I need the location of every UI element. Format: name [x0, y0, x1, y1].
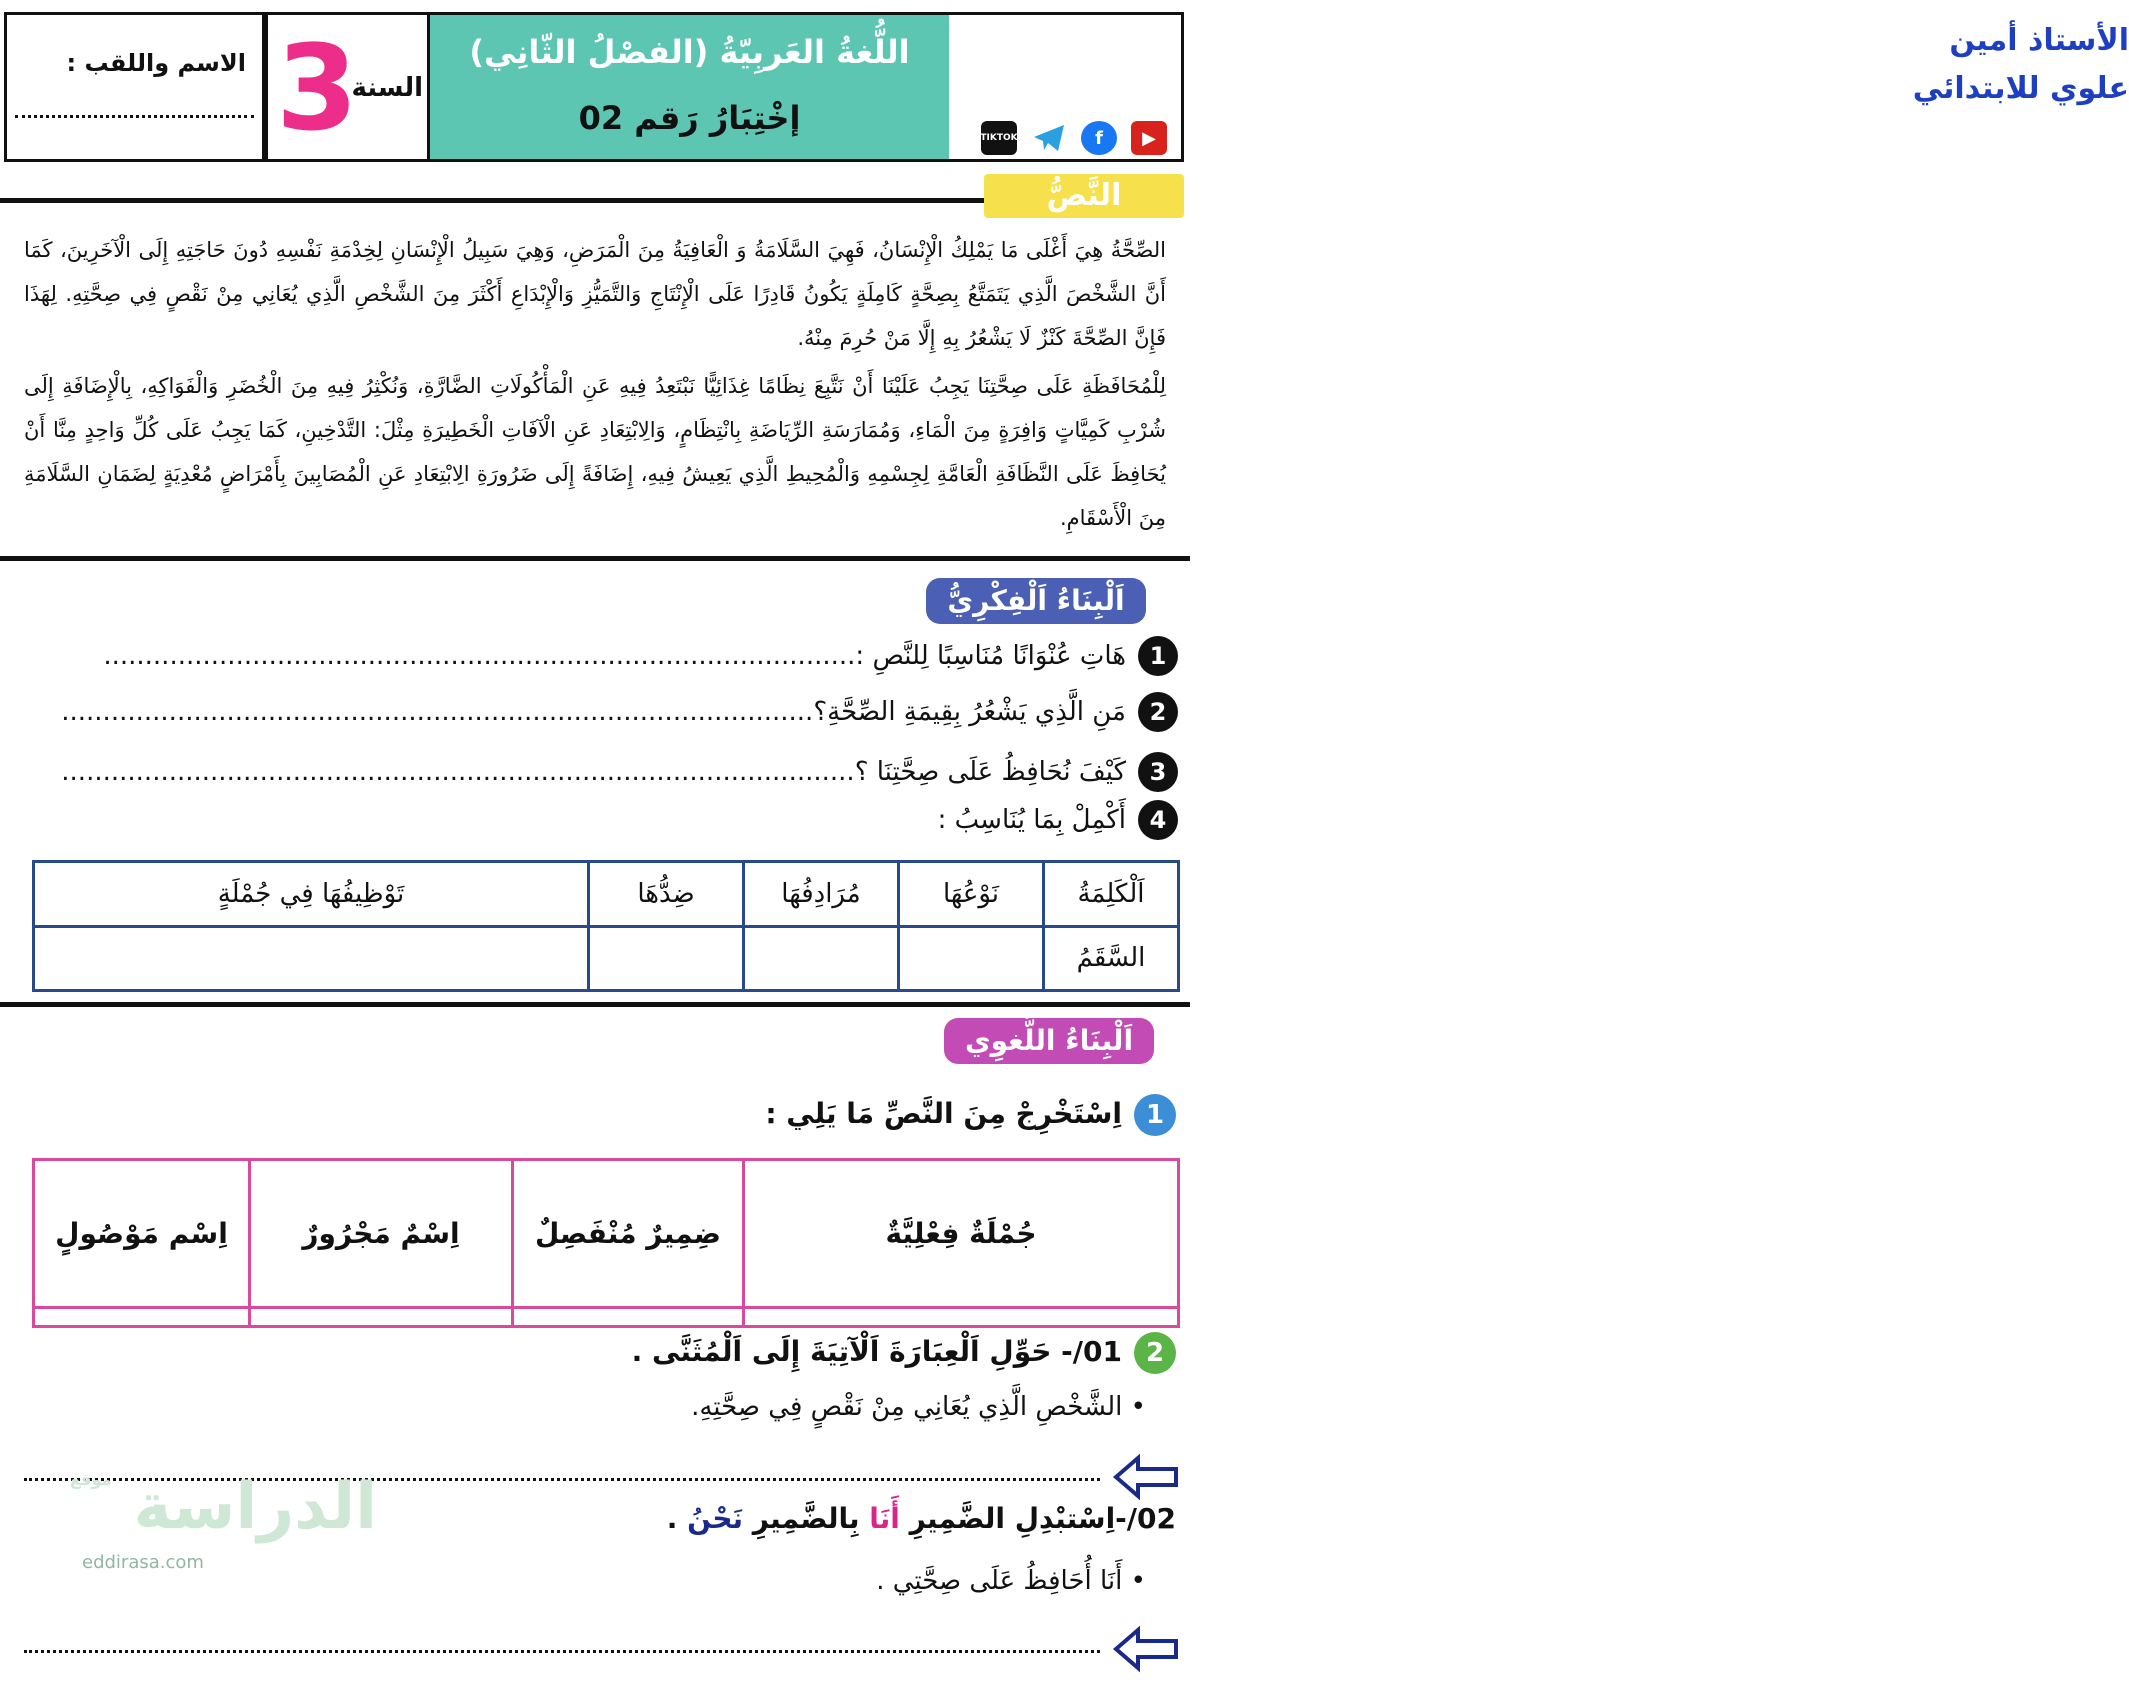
table-header: تَوْظِيفُهَا فِي جُمْلَةٍ	[34, 862, 589, 927]
question-number: 4	[1138, 800, 1178, 840]
watermark-name: الدراسة	[133, 1470, 378, 1544]
table-cell-answer[interactable]	[744, 926, 899, 991]
teacher-cell	[949, 15, 2129, 159]
teacher-name: الأستاذ أمين	[1949, 23, 2129, 58]
tiktok-label: TIKTOK	[980, 133, 1018, 143]
question-text: هَاتِ عُنْوَانًا مُنَاسِبًا لِلنَّصِ :	[855, 641, 1126, 671]
table-cell-answer[interactable]	[513, 1307, 744, 1326]
social-icons	[981, 121, 1167, 155]
question-number: 2	[1138, 692, 1178, 732]
watermark-logo	[70, 1470, 377, 1544]
table-cell-answer[interactable]	[589, 926, 744, 991]
teacher-level: علوي للابتدائي	[1912, 71, 2129, 106]
table-cell-answer[interactable]	[899, 926, 1044, 991]
exercise-2-part-2-sentence: • أَنَا أُحَافِظُ عَلَى صِحَّتِي .	[876, 1566, 1146, 1596]
grade-cell	[265, 15, 427, 159]
subject-cell	[427, 15, 949, 159]
pronoun-nahnu: نَحْنُ	[687, 1502, 744, 1535]
table-cell-word: السَّقَمُ	[1044, 926, 1179, 991]
subject-title: اللُّغةُ العَربِيّةُ (الفصْلُ الثّانِي)	[469, 33, 910, 71]
pronoun-ana: أَنَا	[869, 1502, 900, 1535]
grade-number: 3	[276, 19, 359, 157]
answer-arrow-icon	[1112, 1624, 1182, 1674]
table-header: ضِدُّهَا	[589, 862, 744, 927]
table-header: اَلْكَلِمَةُ	[1044, 862, 1179, 927]
tiktok-icon[interactable]	[981, 121, 1017, 155]
watermark-label: موقع	[70, 1470, 112, 1489]
exercise-2-part-1-sentence: • الشَّخْصِ الَّذِي يُعَانِي مِنْ نَقْصٍ فِي صِحَّتِهِ.	[691, 1392, 1146, 1422]
exercise-text: .	[666, 1502, 678, 1535]
question-text: أَكْمِلْ بِمَا يُنَاسِبُ :	[937, 805, 1126, 835]
name-cell	[7, 15, 265, 159]
exercise-text: 02/-اِسْتبْدِلِ الضَّمِيرِ	[909, 1502, 1176, 1535]
answer-dots[interactable]: ................................................................................................	[61, 757, 855, 787]
exercise-text: بِالضَّمِيرِ	[752, 1502, 860, 1535]
section-divider	[0, 1002, 1190, 1007]
table-cell-answer[interactable]	[744, 1307, 1179, 1326]
table-header: اِسْمٌ مَجْرُورٌ	[250, 1160, 513, 1308]
sentence-text: أَنَا أُحَافِظُ عَلَى صِحَّتِي .	[876, 1566, 1123, 1596]
watermark-url: eddirasa.com	[82, 1552, 204, 1573]
question-number: 3	[1138, 752, 1178, 792]
name-label: الاسم واللقب :	[66, 49, 246, 77]
question-4	[938, 800, 1178, 840]
extraction-table	[32, 1158, 1180, 1328]
exercise-2-part-2-title	[667, 1502, 1176, 1535]
table-header: نَوْعُهَا	[899, 862, 1044, 927]
table-header: جُمْلَةٌ فِعْلِيَّةٌ	[744, 1160, 1179, 1308]
question-text: مَنِ الَّذِي يَشْعُرُ بِقِيمَةِ الصِّحَّةِ؟	[813, 697, 1126, 727]
table-cell-answer[interactable]	[34, 926, 589, 991]
language-badge: اَلْبِنَاءُ اللُّغوِي	[944, 1018, 1154, 1064]
table-cell-answer[interactable]	[250, 1307, 513, 1326]
grade-label: السنة	[351, 73, 423, 103]
section-divider	[0, 198, 1000, 203]
comprehension-badge: اَلْبِنَاءُ اَلْفِكْرِيُّ	[926, 578, 1146, 624]
vocabulary-table	[32, 860, 1180, 992]
answer-line[interactable]	[24, 1648, 1100, 1653]
exercise-number: 2	[1134, 1332, 1176, 1374]
exercise-number: 1	[1134, 1094, 1176, 1136]
text-badge: النَّصُّ	[984, 174, 1184, 218]
youtube-icon[interactable]: ▶	[1131, 121, 1167, 155]
exercise-1-title	[765, 1094, 1176, 1136]
exercise-text: اِسْتَخْرِجْ مِنَ النَّصِّ مَا يَلِي :	[765, 1097, 1122, 1130]
exam-title: إخْتِبَارُ رَقم 02	[578, 99, 801, 137]
answer-dots[interactable]: ...........................................................................................	[61, 697, 814, 727]
question-3	[61, 752, 1178, 792]
question-text: كَيْفَ نُحَافِظُ عَلَى صِحَّتِنَا ؟	[854, 757, 1126, 787]
telegram-icon[interactable]	[1031, 121, 1067, 155]
answer-dots[interactable]: ...........................................................................................	[103, 641, 856, 671]
text-paragraph-2: لِلْمُحَافَظَةِ عَلَى صِحَّتِنَا يَجِبُ عَلَيْنَا أَنْ نَتَّبِعَ نِظَامًا غِذَائِيًّا نَبْتَعِدُ فِيهِ عَنِ الْمَأْكُولَاتِ الضَّارَّةِ، وَنُكْثِرُ فِيهِ مِنَ الْخُضَرِ وَالْفَوَاكِهِ، بِالْإِضَافَةِ إِلَى شُرْبِ كَمِيَّاتٍ وَافِرَةٍ مِنَ الْمَاءِ، وَمُمَارَسَةِ الرِّيَاضَةِ بِانْتِظَامٍ، وَالِابْتِعَادِ عَنِ الْآفَاتِ الْخَطِيرَةِ مِثْلَ: التَّدْخِينِ، كَمَا يَجِبُ عَلَى كُلِّ وَاحِدٍ مِنَّا أَنْ يُحَافِظَ عَلَى النَّظَافَةِ الْعَامَّةِ لِجِسْمِهِ وَالْمُحِيطِ الَّذِي يَعِيشُ فِيهِ، إِضَافَةً إِلَى ضَرُورَةِ الِابْتِعَادِ عَنِ الْمُصَابِينَ بِأَمْرَاضٍ مُعْدِيَةٍ لِضَمَانِ السَّلَامَةِ مِنَ الْأَسْقَامِ.	[24, 374, 1166, 530]
table-header: ضِمِيرٌ مُنْفَصِلٌ	[513, 1160, 744, 1308]
exercise-2-part-1-title	[632, 1332, 1176, 1374]
question-number: 1	[1138, 636, 1178, 676]
answer-arrow-icon	[1112, 1452, 1182, 1502]
question-1	[103, 636, 1178, 676]
table-header: مُرَادِفُهَا	[744, 862, 899, 927]
text-paragraph-1: الصِّحَّةُ هِيَ أَغْلَى مَا يَمْلِكُ الْإِنْسَانُ، فَهِيَ السَّلَامَةُ وَ الْعَافِيَةُ مِنَ الْمَرَضِ، وَهِيَ سَبِيلُ الْإِنْسَانِ لِخِدْمَةِ نَفْسِهِ دُونَ حَاجَتِهِ إِلَى الْآخَرِينَ، كَمَا أَنَّ الشَّخْصَ الَّذِي يَتَمَتَّعُ بِصِحَّةٍ كَامِلَةٍ يَكُونُ قَادِرًا عَلَى الْإِنْتَاجِ وَالتَّمَيُّزِ وَالْإِبْدَاعِ أَكْثَرَ مِنَ الشَّخْصِ الَّذِي يُعَانِي مِنْ نَقْصٍ فِي صِحَّتِهِ. لِهَذَا فَإِنَّ الصِّحَّةَ كَنْزٌ لَا يَشْعُرُ بِهِ إِلَّا مَنْ حُرِمَ مِنْهُ.	[24, 238, 1166, 350]
facebook-icon[interactable]: f	[1081, 121, 1117, 155]
name-answer-line[interactable]	[15, 115, 254, 118]
question-2	[61, 692, 1178, 732]
exercise-text: 01/- حَوِّلِ اَلْعِبَارَةَ اَلْآتِيَةَ إِلَى اَلْمُثَنَّى .	[631, 1335, 1122, 1368]
table-header: اِسْم مَوْصُولٍ	[34, 1160, 250, 1308]
table-cell-answer[interactable]	[34, 1307, 250, 1326]
exam-header	[4, 12, 2129, 162]
sentence-text: الشَّخْصِ الَّذِي يُعَانِي مِنْ نَقْصٍ فِي صِحَّتِهِ.	[691, 1392, 1123, 1422]
section-divider	[0, 556, 1190, 561]
